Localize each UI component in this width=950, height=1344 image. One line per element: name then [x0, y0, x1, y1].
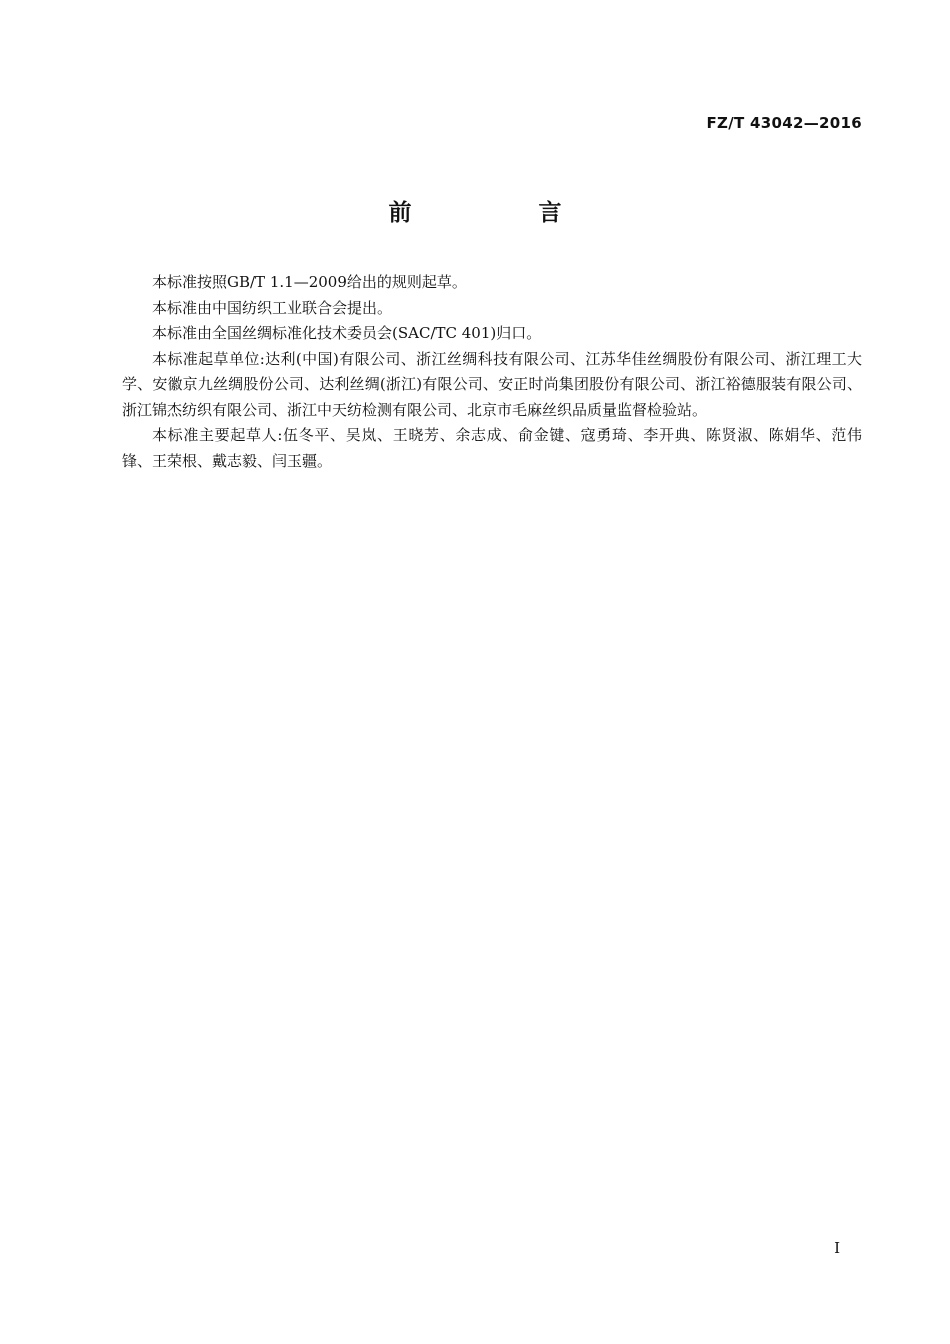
page-title: 前 言	[388, 200, 614, 226]
paragraph-committee: 本标准由全国丝绸标准化技术委员会(SAC/TC 401)归口。	[152, 324, 542, 342]
standard-code: FZ/T 43042—2016	[706, 114, 862, 132]
paragraph-main-drafters: 本标准主要起草人:伍冬平、吴岚、王晓芳、余志成、俞金键、寇勇琦、李开典、陈贤淑、陈娟华、范伟锋、王荣根、戴志毅、闫玉疆。	[122, 426, 862, 470]
paragraph-proposer: 本标准由中国纺织工业联合会提出。	[152, 298, 393, 317]
paragraph-drafting-rules: 本标准按照GB/T 1.1—2009给出的规则起草。	[152, 273, 467, 291]
foreword-body	[122, 270, 862, 474]
page-number: I	[834, 1239, 840, 1257]
paragraph-drafting-units: 本标准起草单位:达利(中国)有限公司、浙江丝绸科技有限公司、江苏华佳丝绸股份有限公司、浙江理工大学、安徽京九丝绸股份公司、达利丝绸(浙江)有限公司、安正时尚集团股份有限公司、浙江裕德服装有限公司、浙江锦杰纺织有限公司、浙江中天纺检测有限公司、北京市毛麻丝织品质量监督检验站。	[122, 349, 862, 419]
